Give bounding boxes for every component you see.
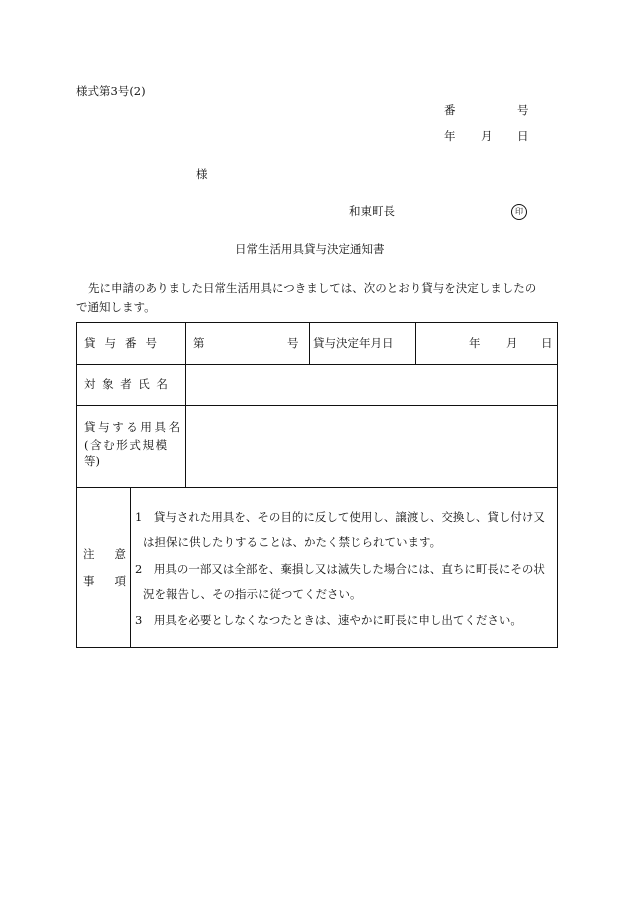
seal-mark: 印: [511, 204, 527, 220]
decision-date-label: 貸与決定年月日: [313, 336, 394, 350]
form-number: 様式第3号(2): [76, 84, 146, 98]
number-suffix: 号: [517, 103, 529, 117]
decision-month-label: 月: [506, 336, 518, 350]
intro-line-2: で通知します。: [76, 300, 156, 314]
date-month-label: 月: [481, 129, 493, 143]
item-name-label: 貸与する用具名: [84, 420, 183, 434]
column-divider: [130, 487, 131, 648]
notes-label-line-2: 事項: [83, 574, 146, 588]
row-divider: [77, 405, 557, 406]
decision-year-label: 年: [469, 336, 481, 350]
note-1-line-2: は担保に供したりすることは、かたく禁じられています。: [143, 535, 442, 549]
notes-label-line-1: 注意: [83, 547, 146, 561]
subject-name-label: 対象者氏名: [84, 377, 175, 391]
lend-number-suffix: 号: [287, 336, 299, 350]
document-title: 日常生活用具貸与決定通知書: [235, 242, 385, 256]
row-divider: [77, 487, 557, 488]
note-2-line-1: 2 用具の一部又は全部を、棄損し又は滅失した場合には、直ちに町長にその状: [135, 562, 545, 576]
note-1-line-1: 1 貸与された用具を、その目的に反して使用し、譲渡し、交換し、貸し付け又: [135, 510, 545, 524]
intro-paragraph: [76, 279, 558, 317]
intro-line-1: 先に申請のありました日常生活用具につきましては、次のとおり貸与を決定しましたの: [88, 281, 537, 295]
issuer-name: 和東町長: [349, 204, 395, 218]
column-divider: [309, 323, 310, 364]
column-divider: [415, 323, 416, 364]
note-2-line-2: 況を報告し、その指示に従つてください。: [143, 587, 362, 601]
notification-table: [76, 322, 558, 648]
row-divider: [77, 364, 557, 365]
note-3: 3 用具を必要としなくなつたときは、速やかに町長に申し出てください。: [135, 613, 522, 627]
recipient-suffix: 様: [196, 167, 208, 181]
lend-number-label: 貸与番号: [84, 336, 166, 350]
lend-number-prefix: 第: [193, 336, 205, 350]
column-divider: [185, 323, 186, 487]
decision-day-label: 日: [541, 336, 553, 350]
date-year-label: 年: [444, 129, 456, 143]
item-name-sublabel-2: 等): [84, 454, 100, 468]
number-label: 番: [444, 103, 456, 117]
date-day-label: 日: [517, 129, 529, 143]
item-name-sublabel: (含む形式規模: [84, 438, 169, 452]
